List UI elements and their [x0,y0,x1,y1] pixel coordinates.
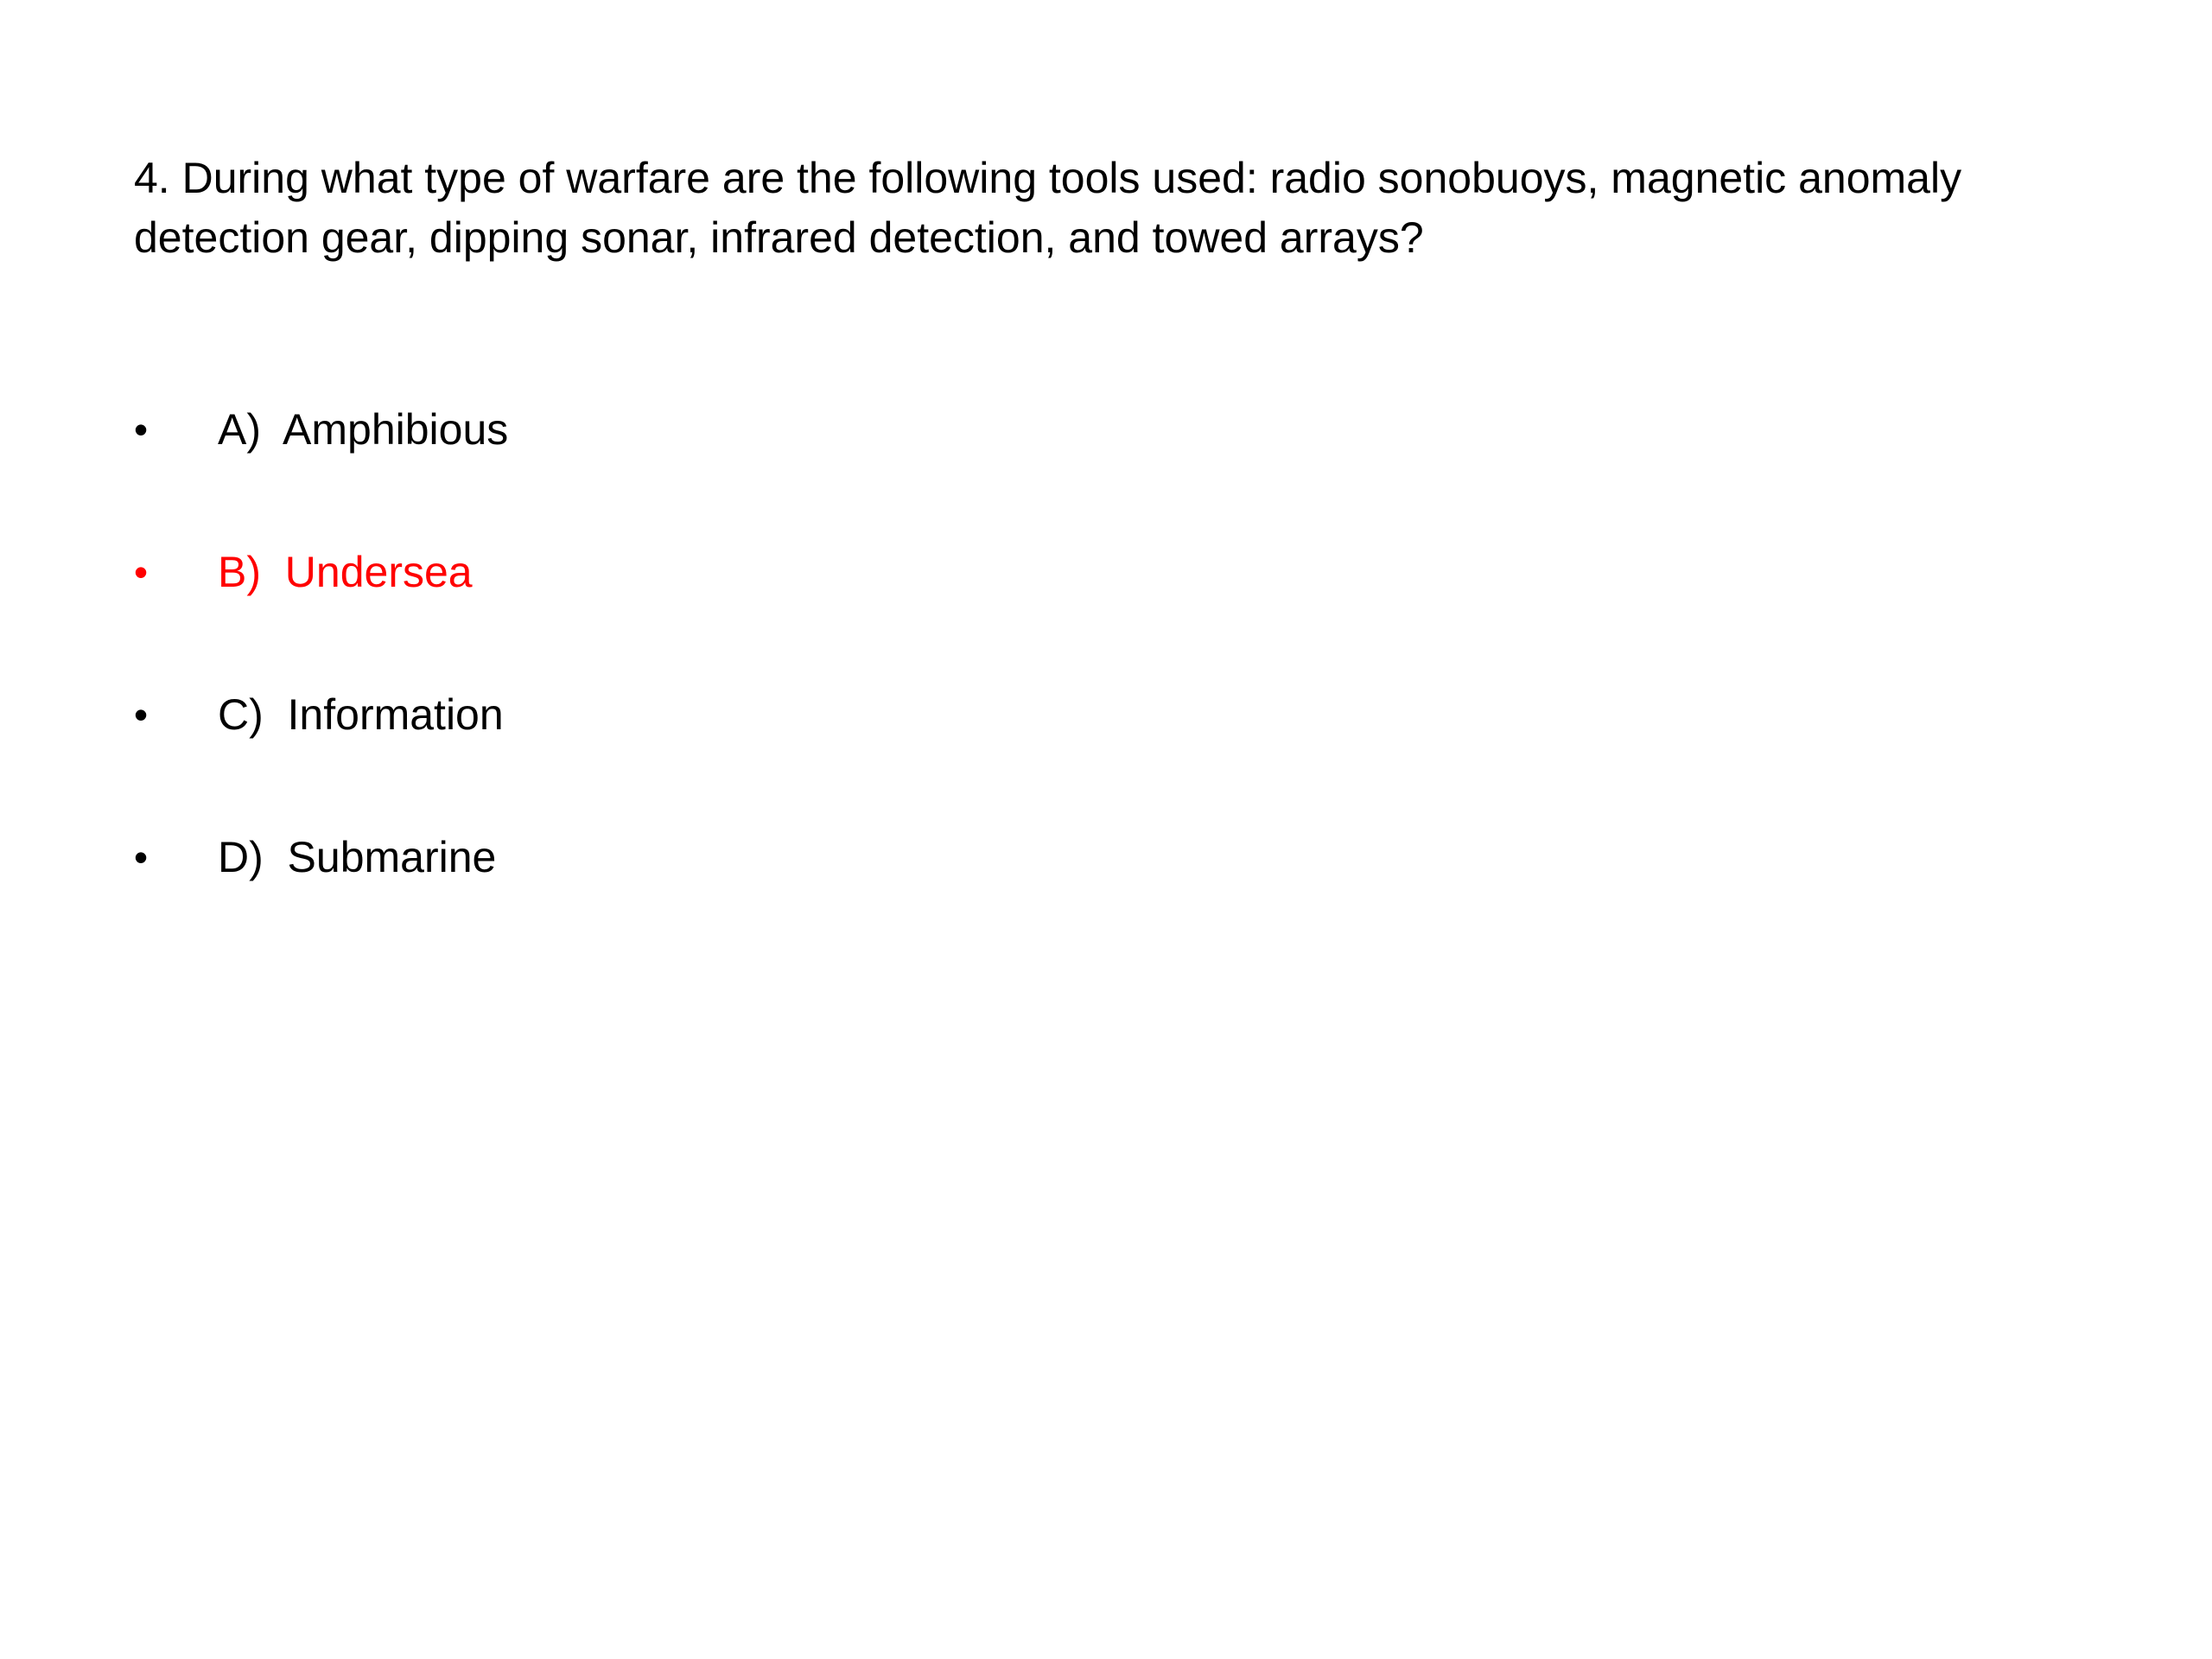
question-text: 4. During what type of warfare are the following tools used: radio sonobuoys, magnetic anomaly detection gear, dipping sonar, infrared detection, and towed arrays? [134,154,1962,262]
bullet-icon: • [134,550,149,594]
option-c [134,685,508,828]
option-b-label: B) Undersea [218,548,473,596]
option-b [134,543,508,685]
bullet-icon: • [134,692,149,737]
option-c-label: C) Information [218,690,504,739]
option-a-label: A) Amphibious [218,405,509,454]
bullet-icon: • [134,835,149,880]
option-d-label: D) Submarine [218,833,497,881]
option-a [134,400,508,543]
answer-options-list [134,400,508,970]
bullet-icon: • [134,407,149,452]
option-d [134,828,508,970]
